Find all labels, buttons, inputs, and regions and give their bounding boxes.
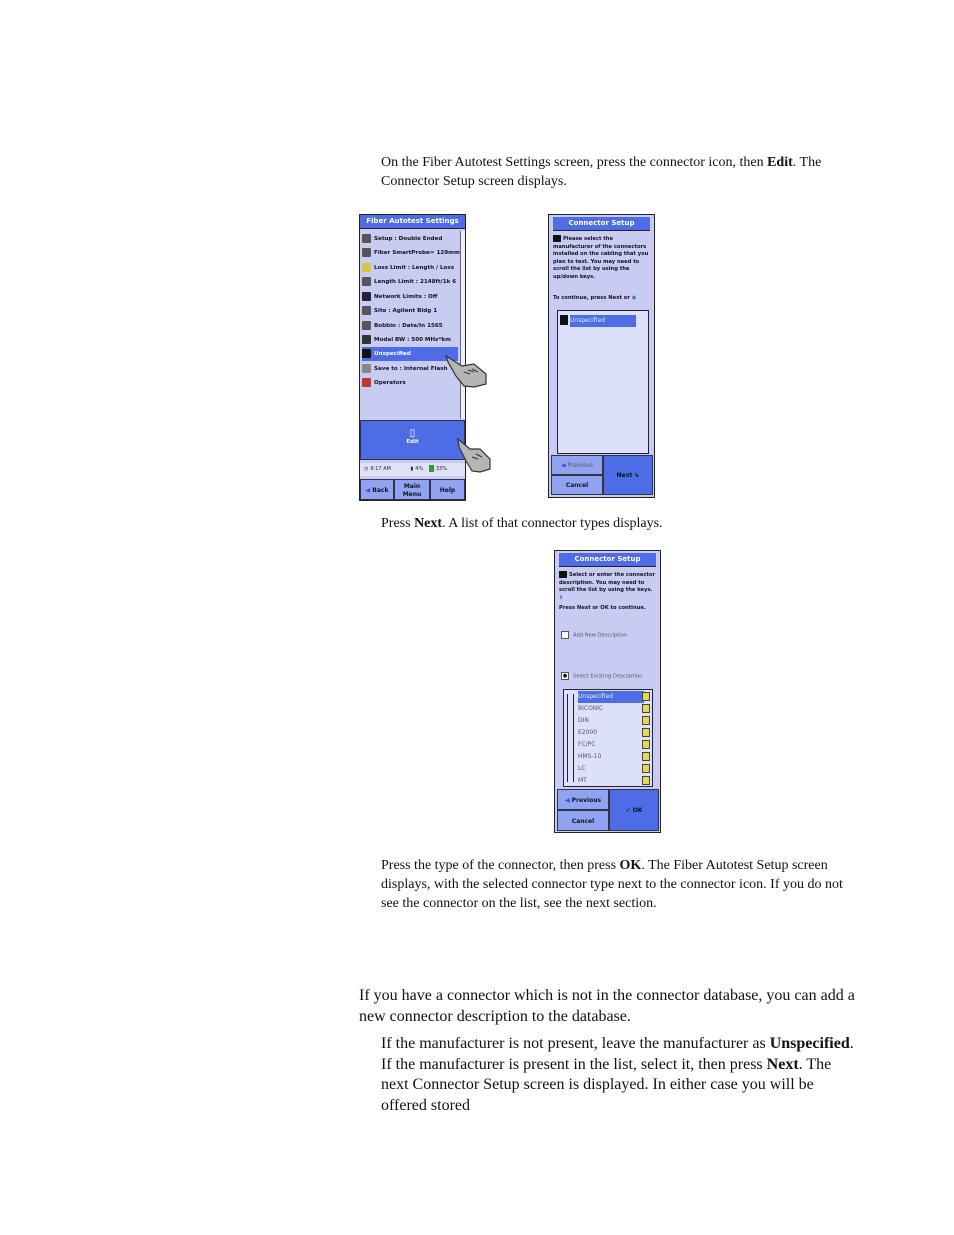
setting-row[interactable]: Network Limits : Off <box>362 290 437 304</box>
help-button[interactable]: Help <box>430 479 465 500</box>
setting-row[interactable]: Setup : Double Ended <box>362 232 442 246</box>
edit-icon[interactable] <box>642 716 650 725</box>
connector-icon <box>559 571 567 578</box>
instruction-step-4: If the manufacturer is not present, leave the manufacturer as Unspecified. If the manufacturer is present in the list, select it, then press Next. The next Connector Setup screen is displayed. In either case you will be offered stored <box>381 1035 854 1114</box>
section-intro: If you have a connector which is not in the connector database, you can add a new connector description to the database. <box>359 987 855 1025</box>
edit-icon[interactable] <box>642 740 650 749</box>
setting-row[interactable]: Modal BW : 500 MHz*km <box>362 333 451 347</box>
previous-button[interactable]: ◀ Previous <box>557 789 609 810</box>
back-arrow-icon: ◀ <box>365 487 371 494</box>
hand-pointer-icon <box>444 352 490 388</box>
screen-title: Fiber Autotest Settings <box>360 215 465 229</box>
list-item[interactable]: Unspecified <box>570 315 636 327</box>
memory-icon <box>429 465 434 472</box>
edit-icon[interactable] <box>642 704 650 713</box>
hand-pointer-icon <box>456 437 494 473</box>
setting-row[interactable]: Operators <box>362 376 406 390</box>
list-item[interactable]: DIN <box>578 717 589 724</box>
screen-title: Connector Setup <box>559 553 656 567</box>
edit-icon[interactable] <box>642 752 650 761</box>
manufacturer-list[interactable] <box>557 310 649 454</box>
setting-row[interactable]: Length Limit : 2148ft/1k 6 <box>362 275 456 289</box>
clock-icon: ◷ <box>364 466 369 472</box>
scroll-key-icon: ⇕ <box>559 594 564 601</box>
instruction-step-3: Press the type of the connector, then press OK. The Fiber Autotest Setup screen displays, with the selected connector type next to the connector icon. If you do not see the connector on the list, see the next section. <box>381 858 843 911</box>
connector-setup-screen-1 <box>548 214 655 498</box>
edit-icon[interactable] <box>642 764 650 773</box>
instruction-step-2: Press Next. A list of that connector types displays. <box>381 516 663 531</box>
check-icon: ✓ <box>625 807 631 814</box>
setting-row[interactable]: Loss Limit : Length / Loss <box>362 261 454 275</box>
back-arrow-icon: ◀ <box>561 462 566 469</box>
connector-type-list[interactable] <box>563 689 653 787</box>
continue-text: To continue, press Next or ◉ <box>553 295 637 301</box>
ok-button[interactable]: ✓ OK <box>609 789 659 831</box>
connector-icon <box>560 315 568 325</box>
list-item[interactable]: Unspecified <box>578 691 644 703</box>
checkbox <box>561 631 569 639</box>
continue-text: Press Next or OK to continue. <box>559 605 646 611</box>
back-button[interactable]: ◀ Back <box>360 479 394 500</box>
screen-title: Connector Setup <box>553 217 650 231</box>
connector-row[interactable]: Unspecified <box>362 347 458 361</box>
connector-setup-screen-2 <box>554 550 661 833</box>
edit-icon[interactable] <box>642 692 650 701</box>
back-arrow-icon: ◀ <box>564 797 570 804</box>
scrollbar[interactable] <box>460 231 465 419</box>
next-arrow-icon: ↳ <box>634 472 640 479</box>
previous-button[interactable]: ◀ Previous <box>551 455 603 475</box>
connector-icon <box>553 235 561 242</box>
setting-row[interactable]: Fiber SmartProbe= 129mm <box>362 246 460 260</box>
cancel-button[interactable]: Cancel <box>551 475 603 495</box>
setting-row[interactable]: Save to : Internal Flash <box>362 362 448 376</box>
select-existing-option[interactable]: ● Select Existing Description <box>562 673 643 680</box>
radio-selected: ● <box>562 673 568 679</box>
add-new-option[interactable]: Add New Description <box>561 631 659 640</box>
ok-icon: ◉ <box>631 295 637 301</box>
edit-icon[interactable] <box>642 776 650 785</box>
edit-icon: ▯ <box>409 428 416 439</box>
status-bar: ◷ 8:17 AM ▮ 4% 33% <box>360 463 465 476</box>
setting-row[interactable]: Bobbin : Data/In 1565 <box>362 319 443 333</box>
instructions-text: Please select the manufacturer of the connectors installed on the cabling that you plan to test. You may need to scroll the list by using the up/down keys. <box>553 236 649 280</box>
cancel-button[interactable]: Cancel <box>557 810 609 831</box>
instructions-text: Select or enter the connector description. You may need to scroll the list by using the keys. ⇕ <box>559 572 656 601</box>
list-item[interactable]: MT <box>578 777 587 784</box>
next-button[interactable]: Next ↳ <box>603 455 653 495</box>
list-item[interactable]: LC <box>578 765 586 772</box>
list-item[interactable]: HMS-10 <box>578 753 602 760</box>
setting-row[interactable]: Site : Agilent Bldg 1 <box>362 304 437 318</box>
list-item[interactable]: FC/PC <box>578 741 596 748</box>
list-item[interactable]: BICONIC <box>578 705 604 712</box>
edit-button[interactable]: ▯ Edit <box>360 420 465 460</box>
battery-icon: ▮ <box>410 466 414 472</box>
edit-icon[interactable] <box>642 728 650 737</box>
main-menu-button[interactable]: Main Menu <box>394 479 430 500</box>
list-item[interactable]: E2000 <box>578 729 598 736</box>
instruction-step-1: On the Fiber Autotest Settings screen, press the connector icon, then Edit. The Connector Setup screen displays. <box>381 155 822 189</box>
list-ruler <box>567 694 574 782</box>
